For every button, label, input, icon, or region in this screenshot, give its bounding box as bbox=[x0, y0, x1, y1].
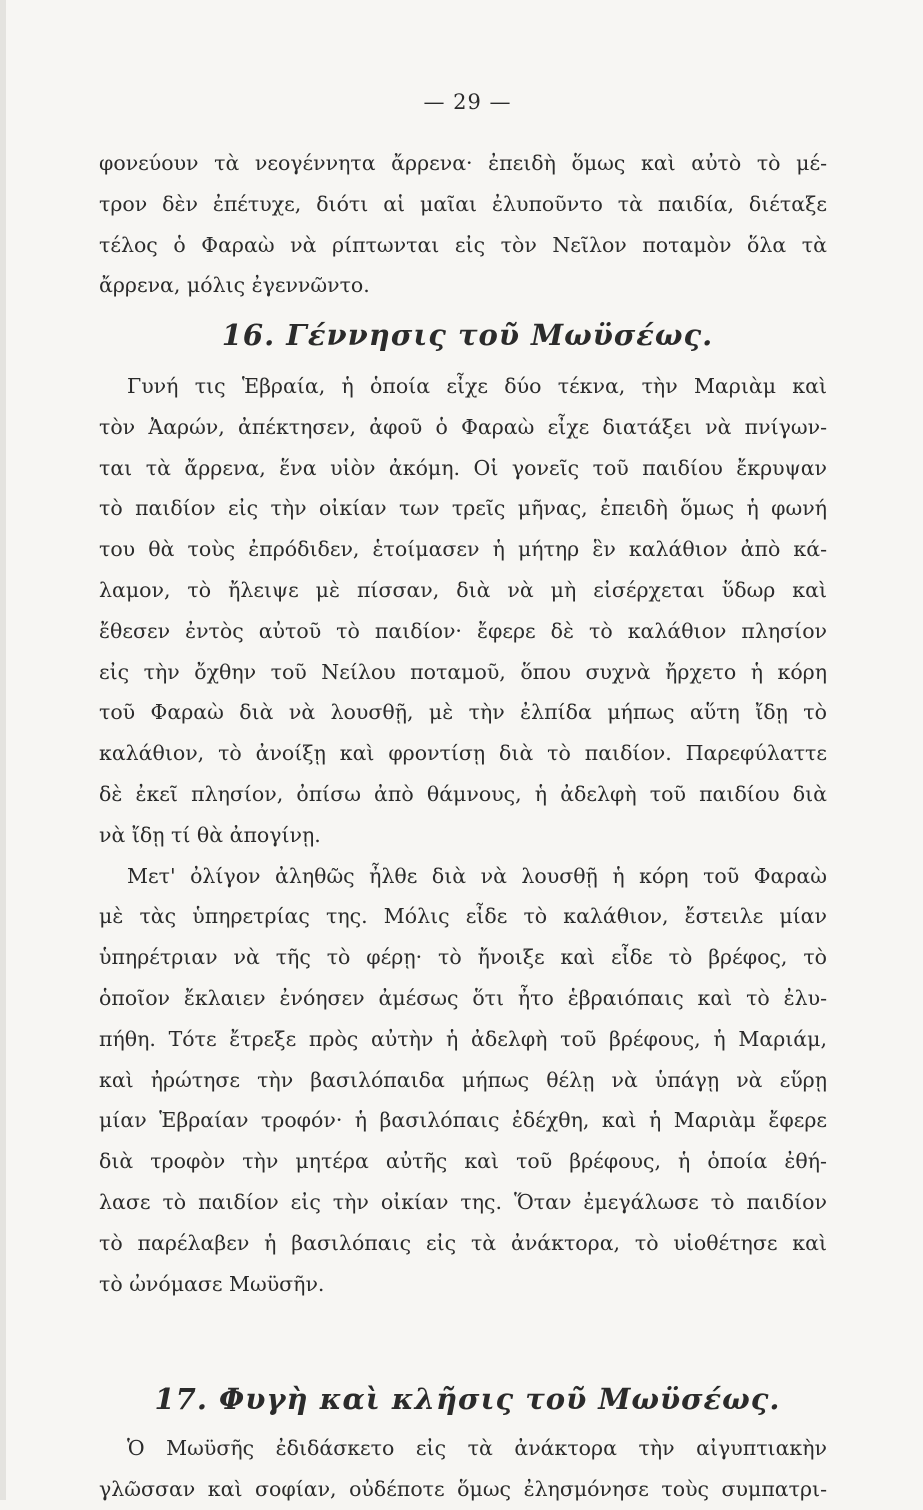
text-line: πήθη. Τότε ἔτρεξε πρὸς αὐτὴν ἡ ἀδελφὴ τοῦ βρέφους, ἡ Μαριάμ, bbox=[99, 1026, 827, 1051]
text-line: τὸ παιδίον εἰς τὴν οἰκίαν των τρεῖς μῆνας, ἐπειδὴ ὅμως ἡ φωνή bbox=[99, 496, 827, 521]
text-line: Μετ' ὀλίγον ἀληθῶς ἦλθε διὰ νὰ λουσθῇ ἡ κόρη τοῦ Φαραὼ bbox=[127, 863, 827, 888]
text-line: ὁποῖον ἔκλαιεν ἐνόησεν ἀμέσως ὅτι ἦτο ἑβραιόπαις καὶ τὸ ἐλυ- bbox=[99, 985, 827, 1010]
text-line: ται τὰ ἄρρενα, ἕνα υἱὸν ἀκόμη. Οἱ γονεῖς τοῦ παιδίου ἔκρυψαν bbox=[99, 455, 827, 480]
section-16-body bbox=[99, 366, 827, 1304]
paragraph-intro bbox=[99, 143, 827, 306]
text-line: τὸ παρέλαβεν ἡ βασιλόπαις εἰς τὰ ἀνάκτορα, τὸ υἱοθέτησε καὶ bbox=[99, 1230, 827, 1255]
text-line: δὲ ἐκεῖ πλησίον, ὀπίσω ἀπὸ θάμνους, ἡ ἀδελφὴ τοῦ παιδίου διὰ bbox=[99, 781, 827, 806]
text-line: ἔθεσεν ἐντὸς αὐτοῦ τὸ παιδίον· ἔφερε δὲ τὸ καλάθιον πλησίον bbox=[99, 618, 827, 643]
text-line: μὲ τὰς ὑπηρετρίας της. Μόλις εἶδε τὸ καλάθιον, ἔστειλε μίαν bbox=[99, 904, 827, 929]
text-line: μίαν Ἑβραίαν τροφόν· ἡ βασιλόπαις ἐδέχθη, καὶ ἡ Μαριὰμ ἔφερε bbox=[99, 1108, 827, 1133]
text-line: ὑπηρέτριαν νὰ τῆς τὸ φέρῃ· τὸ ἤνοιξε καὶ εἶδε τὸ βρέφος, τὸ bbox=[99, 945, 827, 970]
text-line: καλάθιον, τὸ ἀνοίξῃ καὶ φροντίσῃ διὰ τὸ παιδίον. Παρεφύλαττε bbox=[99, 741, 827, 766]
text-line: τοῦ Φαραὼ διὰ νὰ λουσθῇ, μὲ τὴν ἐλπίδα μήπως αὕτη ἴδῃ τὸ bbox=[99, 700, 827, 725]
text-line: Γυνή τις Ἑβραία, ἡ ὁποία εἶχε δύο τέκνα, τὴν Μαριὰμ καὶ bbox=[127, 374, 827, 398]
text-line: νὰ ἴδῃ τί θὰ ἀπογίνῃ. bbox=[99, 822, 321, 847]
text-line: τὸν Ἀαρών, ἀπέκτησεν, ἀφοῦ ὁ Φαραὼ εἶχε διατάξει νὰ πνίγων- bbox=[99, 414, 827, 439]
text-line: λαμον, τὸ ἤλειψε μὲ πίσσαν, διὰ νὰ μὴ εἰσέρχεται ὕδωρ καὶ bbox=[99, 577, 827, 602]
section-17-body bbox=[99, 1428, 827, 1510]
text-line: Ὁ Μωϋσῆς ἐδιδάσκετο εἰς τὰ ἀνάκτορα τὴν αἰγυπτιακὴν bbox=[127, 1436, 827, 1460]
text-line: λασε τὸ παιδίον εἰς τὴν οἰκίαν της. Ὅταν ἐμεγάλωσε τὸ παιδίον bbox=[99, 1189, 827, 1214]
page-number: — 29 — bbox=[423, 90, 512, 114]
text-line: γλῶσσαν καὶ σοφίαν, οὐδέποτε ὅμως ἐλησμόνησε τοὺς συμπατρι- bbox=[99, 1476, 827, 1501]
text-line: τέλος ὁ Φαραὼ νὰ ρίπτωνται εἰς τὸν Νεῖλον ποταμὸν ὅλα τὰ bbox=[99, 232, 827, 257]
section-heading-17: 17. Φυγὴ καὶ κλῆσις τοῦ Μωϋσέως. bbox=[154, 1382, 781, 1416]
text-line: καὶ ἠρώτησε τὴν βασιλόπαιδα μήπως θέλῃ νὰ ὑπάγῃ νὰ εὕρῃ bbox=[99, 1067, 827, 1092]
text-line: του θὰ τοὺς ἐπρόδιδεν, ἑτοίμασεν ἡ μήτηρ ἓν καλάθιον ἀπὸ κά- bbox=[99, 537, 827, 562]
text-line: τρον δὲν ἐπέτυχε, διότι αἱ μαῖαι ἐλυποῦντο τὰ παιδία, διέταξε bbox=[99, 191, 827, 216]
text-line: εἰς τὴν ὄχθην τοῦ Νείλου ποταμοῦ, ὅπου συχνὰ ἤρχετο ἡ κόρη bbox=[99, 659, 827, 684]
text-line: τὸ ὠνόμασε Μωϋσῆν. bbox=[99, 1271, 325, 1296]
text-line: φονεύουν τὰ νεογέννητα ἄρρενα· ἐπειδὴ ὅμως καὶ αὐτὸ τὸ μέ- bbox=[99, 151, 827, 175]
section-heading-16: 16. Γέννησις τοῦ Μωϋσέως. bbox=[221, 318, 714, 352]
text-line: ἄρρενα, μόλις ἐγεννῶντο. bbox=[99, 273, 370, 298]
text-line: διὰ τροφὸν τὴν μητέρα αὐτῆς καὶ τοῦ βρέφους, ἡ ὁποία ἐθή- bbox=[99, 1149, 827, 1174]
